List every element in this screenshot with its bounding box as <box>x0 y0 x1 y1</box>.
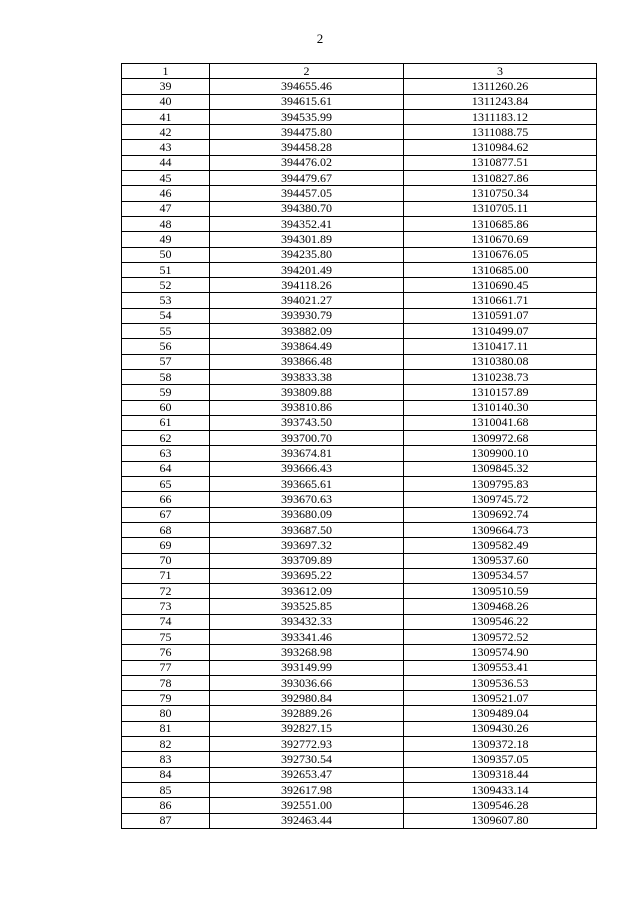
y-coordinate-cell: 1309546.28 <box>404 798 597 813</box>
x-coordinate-cell: 392889.26 <box>210 706 404 721</box>
x-coordinate-cell: 393341.46 <box>210 629 404 644</box>
table-row <box>122 446 597 461</box>
x-coordinate-cell: 392551.00 <box>210 798 404 813</box>
point-number-cell: 55 <box>122 324 210 339</box>
y-coordinate-cell: 1309510.59 <box>404 584 597 599</box>
point-number-cell: 75 <box>122 629 210 644</box>
point-number-cell: 67 <box>122 507 210 522</box>
y-coordinate-cell: 1309900.10 <box>404 446 597 461</box>
y-coordinate-cell: 1309521.07 <box>404 691 597 706</box>
y-coordinate-cell: 1310591.07 <box>404 308 597 323</box>
table-row <box>122 140 597 155</box>
x-coordinate-cell: 392463.44 <box>210 813 404 828</box>
point-number-cell: 41 <box>122 109 210 124</box>
x-coordinate-cell: 392827.15 <box>210 721 404 736</box>
x-coordinate-cell: 394475.80 <box>210 125 404 140</box>
y-coordinate-cell: 1310685.86 <box>404 216 597 231</box>
table-row <box>122 507 597 522</box>
x-coordinate-cell: 393036.66 <box>210 675 404 690</box>
y-coordinate-cell: 1309745.72 <box>404 492 597 507</box>
point-number-cell: 65 <box>122 477 210 492</box>
table-row <box>122 492 597 507</box>
x-coordinate-cell: 393695.22 <box>210 568 404 583</box>
x-coordinate-cell: 393674.81 <box>210 446 404 461</box>
x-coordinate-cell: 393525.85 <box>210 599 404 614</box>
table-row <box>122 568 597 583</box>
y-coordinate-cell: 1309795.83 <box>404 477 597 492</box>
point-number-cell: 44 <box>122 155 210 170</box>
x-coordinate-cell: 394457.05 <box>210 186 404 201</box>
y-coordinate-cell: 1309692.74 <box>404 507 597 522</box>
y-coordinate-cell: 1309572.52 <box>404 629 597 644</box>
table-row <box>122 354 597 369</box>
x-coordinate-cell: 394458.28 <box>210 140 404 155</box>
table-row <box>122 155 597 170</box>
point-number-cell: 45 <box>122 171 210 186</box>
point-number-cell: 86 <box>122 798 210 813</box>
x-coordinate-cell: 392772.93 <box>210 737 404 752</box>
y-coordinate-cell: 1309430.26 <box>404 721 597 736</box>
point-number-cell: 69 <box>122 538 210 553</box>
point-number-cell: 39 <box>122 79 210 94</box>
table-row <box>122 385 597 400</box>
table-row <box>122 201 597 216</box>
y-coordinate-cell: 1310499.07 <box>404 324 597 339</box>
y-coordinate-cell: 1309582.49 <box>404 538 597 553</box>
x-coordinate-cell: 393810.86 <box>210 400 404 415</box>
point-number-cell: 68 <box>122 522 210 537</box>
point-number-cell: 64 <box>122 461 210 476</box>
table-body <box>122 64 597 829</box>
table-row <box>122 339 597 354</box>
point-number-cell: 50 <box>122 247 210 262</box>
table-row <box>122 813 597 828</box>
y-coordinate-cell: 1309318.44 <box>404 767 597 782</box>
x-coordinate-cell: 394380.70 <box>210 201 404 216</box>
x-coordinate-cell: 393930.79 <box>210 308 404 323</box>
x-coordinate-cell: 393612.09 <box>210 584 404 599</box>
y-coordinate-cell: 1311183.12 <box>404 109 597 124</box>
x-coordinate-cell: 393864.49 <box>210 339 404 354</box>
y-coordinate-cell: 1310676.05 <box>404 247 597 262</box>
table-row <box>122 232 597 247</box>
y-coordinate-cell: 1310380.08 <box>404 354 597 369</box>
x-coordinate-cell: 394476.02 <box>210 155 404 170</box>
table-row <box>122 752 597 767</box>
y-coordinate-cell: 1311088.75 <box>404 125 597 140</box>
x-coordinate-cell: 392653.47 <box>210 767 404 782</box>
table-row <box>122 721 597 736</box>
header-cell-point: 1 <box>122 64 210 79</box>
point-number-cell: 70 <box>122 553 210 568</box>
y-coordinate-cell: 1311260.26 <box>404 79 597 94</box>
table-row <box>122 216 597 231</box>
y-coordinate-cell: 1309357.05 <box>404 752 597 767</box>
point-number-cell: 51 <box>122 262 210 277</box>
x-coordinate-cell: 394235.80 <box>210 247 404 262</box>
point-number-cell: 73 <box>122 599 210 614</box>
point-number-cell: 77 <box>122 660 210 675</box>
y-coordinate-cell: 1310238.73 <box>404 369 597 384</box>
table-row <box>122 94 597 109</box>
x-coordinate-cell: 393687.50 <box>210 522 404 537</box>
point-number-cell: 46 <box>122 186 210 201</box>
table-row <box>122 79 597 94</box>
table-row <box>122 629 597 644</box>
x-coordinate-cell: 394615.61 <box>210 94 404 109</box>
point-number-cell: 63 <box>122 446 210 461</box>
x-coordinate-cell: 392980.84 <box>210 691 404 706</box>
table-row <box>122 675 597 690</box>
x-coordinate-cell: 393697.32 <box>210 538 404 553</box>
table-row <box>122 308 597 323</box>
point-number-cell: 83 <box>122 752 210 767</box>
y-coordinate-cell: 1310685.00 <box>404 262 597 277</box>
point-number-cell: 61 <box>122 415 210 430</box>
table-row <box>122 125 597 140</box>
x-coordinate-cell: 393666.43 <box>210 461 404 476</box>
y-coordinate-cell: 1309845.32 <box>404 461 597 476</box>
point-number-cell: 81 <box>122 721 210 736</box>
x-coordinate-cell: 394301.89 <box>210 232 404 247</box>
y-coordinate-cell: 1310750.34 <box>404 186 597 201</box>
table-row <box>122 645 597 660</box>
table-row <box>122 369 597 384</box>
x-coordinate-cell: 394352.41 <box>210 216 404 231</box>
x-coordinate-cell: 392617.98 <box>210 782 404 797</box>
x-coordinate-cell: 393700.70 <box>210 431 404 446</box>
point-number-cell: 48 <box>122 216 210 231</box>
table-row <box>122 599 597 614</box>
table-row <box>122 477 597 492</box>
y-coordinate-cell: 1310705.11 <box>404 201 597 216</box>
y-coordinate-cell: 1310690.45 <box>404 278 597 293</box>
coordinates-table <box>121 63 597 829</box>
table-row <box>122 171 597 186</box>
y-coordinate-cell: 1309574.90 <box>404 645 597 660</box>
table-row <box>122 109 597 124</box>
y-coordinate-cell: 1309372.18 <box>404 737 597 752</box>
y-coordinate-cell: 1309607.80 <box>404 813 597 828</box>
table-row <box>122 584 597 599</box>
point-number-cell: 58 <box>122 369 210 384</box>
y-coordinate-cell: 1310041.68 <box>404 415 597 430</box>
y-coordinate-cell: 1309468.26 <box>404 599 597 614</box>
point-number-cell: 59 <box>122 385 210 400</box>
y-coordinate-cell: 1309537.60 <box>404 553 597 568</box>
y-coordinate-cell: 1309536.53 <box>404 675 597 690</box>
point-number-cell: 78 <box>122 675 210 690</box>
x-coordinate-cell: 394535.99 <box>210 109 404 124</box>
point-number-cell: 40 <box>122 94 210 109</box>
x-coordinate-cell: 393268.98 <box>210 645 404 660</box>
y-coordinate-cell: 1310827.86 <box>404 171 597 186</box>
page-number: 2 <box>316 31 324 46</box>
y-coordinate-cell: 1309546.22 <box>404 614 597 629</box>
table-row <box>122 706 597 721</box>
y-coordinate-cell: 1309534.57 <box>404 568 597 583</box>
x-coordinate-cell: 393149.99 <box>210 660 404 675</box>
table-header-row <box>122 64 597 79</box>
y-coordinate-cell: 1310984.62 <box>404 140 597 155</box>
x-coordinate-cell: 393665.61 <box>210 477 404 492</box>
y-coordinate-cell: 1309553.41 <box>404 660 597 675</box>
table-row <box>122 782 597 797</box>
table-row <box>122 614 597 629</box>
point-number-cell: 82 <box>122 737 210 752</box>
x-coordinate-cell: 393680.09 <box>210 507 404 522</box>
y-coordinate-cell: 1309664.73 <box>404 522 597 537</box>
x-coordinate-cell: 394021.27 <box>210 293 404 308</box>
point-number-cell: 79 <box>122 691 210 706</box>
point-number-cell: 54 <box>122 308 210 323</box>
point-number-cell: 74 <box>122 614 210 629</box>
y-coordinate-cell: 1310157.89 <box>404 385 597 400</box>
point-number-cell: 72 <box>122 584 210 599</box>
x-coordinate-cell: 394655.46 <box>210 79 404 94</box>
table-row <box>122 278 597 293</box>
x-coordinate-cell: 393833.38 <box>210 369 404 384</box>
table-row <box>122 553 597 568</box>
header-cell-y: 3 <box>404 64 597 79</box>
point-number-cell: 87 <box>122 813 210 828</box>
table-row <box>122 247 597 262</box>
y-coordinate-cell: 1310140.30 <box>404 400 597 415</box>
y-coordinate-cell: 1309433.14 <box>404 782 597 797</box>
point-number-cell: 47 <box>122 201 210 216</box>
table-row <box>122 691 597 706</box>
table-row <box>122 461 597 476</box>
point-number-cell: 42 <box>122 125 210 140</box>
x-coordinate-cell: 393809.88 <box>210 385 404 400</box>
y-coordinate-cell: 1310661.71 <box>404 293 597 308</box>
point-number-cell: 56 <box>122 339 210 354</box>
x-coordinate-cell: 394201.49 <box>210 262 404 277</box>
table-row <box>122 400 597 415</box>
table-row <box>122 538 597 553</box>
point-number-cell: 66 <box>122 492 210 507</box>
table-row <box>122 415 597 430</box>
y-coordinate-cell: 1311243.84 <box>404 94 597 109</box>
y-coordinate-cell: 1310877.51 <box>404 155 597 170</box>
x-coordinate-cell: 394479.67 <box>210 171 404 186</box>
y-coordinate-cell: 1310417.11 <box>404 339 597 354</box>
y-coordinate-cell: 1309972.68 <box>404 431 597 446</box>
x-coordinate-cell: 393866.48 <box>210 354 404 369</box>
table-row <box>122 660 597 675</box>
table-row <box>122 798 597 813</box>
point-number-cell: 80 <box>122 706 210 721</box>
table-row <box>122 262 597 277</box>
point-number-cell: 57 <box>122 354 210 369</box>
x-coordinate-cell: 392730.54 <box>210 752 404 767</box>
x-coordinate-cell: 393670.63 <box>210 492 404 507</box>
point-number-cell: 52 <box>122 278 210 293</box>
x-coordinate-cell: 393882.09 <box>210 324 404 339</box>
point-number-cell: 43 <box>122 140 210 155</box>
table-row <box>122 186 597 201</box>
y-coordinate-cell: 1310670.69 <box>404 232 597 247</box>
table-row <box>122 522 597 537</box>
point-number-cell: 84 <box>122 767 210 782</box>
table-row <box>122 737 597 752</box>
point-number-cell: 53 <box>122 293 210 308</box>
table-row <box>122 431 597 446</box>
table-row <box>122 293 597 308</box>
x-coordinate-cell: 394118.26 <box>210 278 404 293</box>
point-number-cell: 49 <box>122 232 210 247</box>
x-coordinate-cell: 393709.89 <box>210 553 404 568</box>
point-number-cell: 71 <box>122 568 210 583</box>
point-number-cell: 76 <box>122 645 210 660</box>
point-number-cell: 62 <box>122 431 210 446</box>
table-row <box>122 767 597 782</box>
table-row <box>122 324 597 339</box>
point-number-cell: 85 <box>122 782 210 797</box>
x-coordinate-cell: 393743.50 <box>210 415 404 430</box>
header-cell-x: 2 <box>210 64 404 79</box>
point-number-cell: 60 <box>122 400 210 415</box>
x-coordinate-cell: 393432.33 <box>210 614 404 629</box>
y-coordinate-cell: 1309489.04 <box>404 706 597 721</box>
